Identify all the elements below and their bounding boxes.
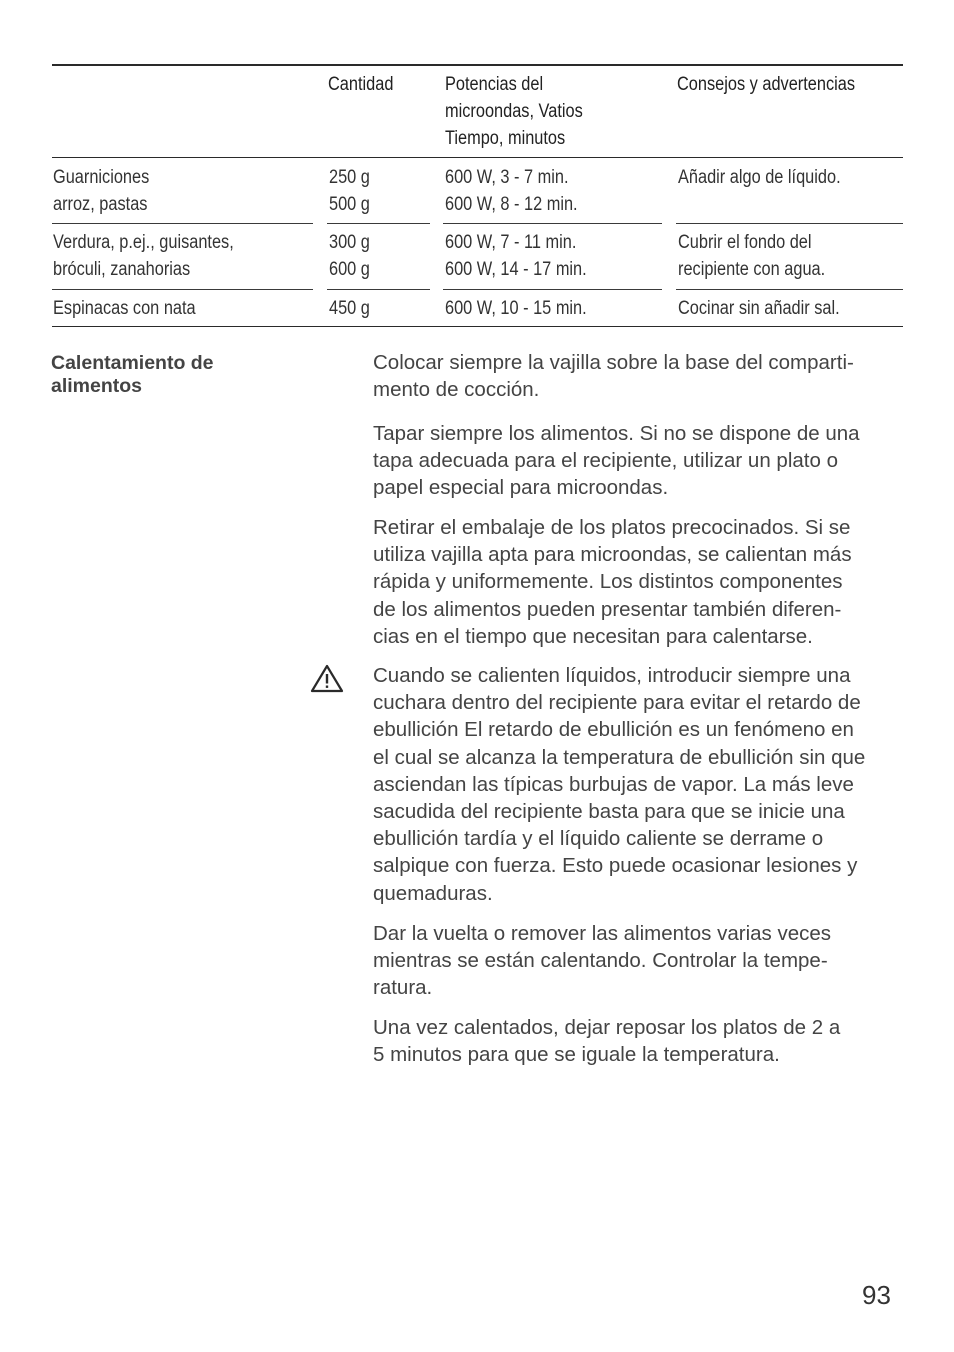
paragraph-6 bbox=[373, 1014, 903, 1068]
paragraph-4-line5: asciendan las típicas burbujas de vapor. La más leve bbox=[373, 772, 854, 796]
paragraph-4-line8: salpique con fuerza. Esto puede ocasionar lesiones y bbox=[373, 854, 858, 878]
table-bottom-rule bbox=[52, 326, 903, 327]
header-potencias-line3: Tiempo, minutos bbox=[445, 128, 566, 149]
section-heading-line2: alimentos bbox=[51, 375, 143, 397]
row2-divider-food bbox=[52, 289, 313, 290]
row1-qty-line1: 250 g bbox=[329, 167, 370, 188]
row2-divider-power bbox=[443, 289, 662, 290]
row1-food-line2: arroz, pastas bbox=[53, 194, 148, 215]
paragraph-4-line1: Cuando se calienten líquidos, introducir siempre una bbox=[373, 664, 851, 687]
row3-power-line1: 600 W, 10 - 15 min. bbox=[445, 298, 587, 319]
paragraph-3-line2: utiliza vajilla apta para microondas, se calientan más bbox=[373, 543, 852, 567]
section-heading-line1: Calentamiento de bbox=[51, 352, 214, 374]
paragraph-5-line1: Dar la vuelta o remover las alimentos varias veces bbox=[373, 922, 832, 945]
paragraph-4-line2: cuchara dentro del recipiente para evitar el retardo de bbox=[373, 691, 861, 715]
row2-food-line1: Verdura, p.ej., guisantes, bbox=[53, 232, 234, 253]
row3-tip-line1: Cocinar sin añadir sal. bbox=[678, 298, 840, 319]
paragraph-5 bbox=[373, 920, 903, 1002]
paragraph-6-line1: Una vez calentados, dejar reposar los platos de 2 a bbox=[373, 1016, 841, 1039]
row1-divider-power bbox=[443, 223, 662, 224]
row1-food-line1: Guarniciones bbox=[53, 167, 150, 188]
table-header-rule bbox=[52, 157, 903, 158]
row1-qty-line2: 500 g bbox=[329, 194, 370, 215]
row3-food-line1: Espinacas con nata bbox=[53, 298, 196, 319]
row2-divider-qty bbox=[327, 289, 430, 290]
paragraph-1 bbox=[373, 349, 903, 403]
row1-divider-qty bbox=[327, 223, 430, 224]
section-heading bbox=[51, 352, 214, 398]
paragraph-4-line3: ebullición El retardo de ebullición es un fenómeno en bbox=[373, 718, 854, 742]
row2-qty-line2: 600 g bbox=[329, 259, 370, 280]
paragraph-2-line3: papel especial para microondas. bbox=[373, 476, 669, 500]
row1-divider-food bbox=[52, 223, 313, 224]
paragraph-3-line5: cias en el tiempo que necesitan para calentarse. bbox=[373, 624, 813, 648]
table-top-rule bbox=[52, 64, 903, 66]
paragraph-2 bbox=[373, 420, 903, 502]
paragraph-6-line2: 5 minutos para que se iguale la temperatura. bbox=[373, 1043, 780, 1067]
row2-power-line2: 600 W, 14 - 17 min. bbox=[445, 259, 587, 280]
row1-power-line2: 600 W, 8 - 12 min. bbox=[445, 194, 578, 215]
row1-power-line1: 600 W, 3 - 7 min. bbox=[445, 167, 569, 188]
row2-food-line2: bróculi, zanahorias bbox=[53, 259, 191, 280]
header-consejos: Consejos y advertencias bbox=[677, 74, 856, 95]
paragraph-4-warning bbox=[373, 662, 903, 907]
row2-power-line1: 600 W, 7 - 11 min. bbox=[445, 232, 577, 253]
paragraph-1-line1: Colocar siempre la vajilla sobre la base del comparti- bbox=[373, 351, 854, 374]
paragraph-4-line7: ebullición tardía y el líquido caliente se derrame o bbox=[373, 827, 824, 851]
page-number: 93 bbox=[862, 1280, 891, 1310]
paragraph-4-line9: quemaduras. bbox=[373, 881, 493, 905]
paragraph-4-line6: sacudida del recipiente basta para que se inicie una bbox=[373, 800, 845, 824]
warning-triangle-icon bbox=[310, 664, 344, 694]
row3-qty-line1: 450 g bbox=[329, 298, 370, 319]
paragraph-4-line4: el cual se alcanza la temperatura de ebullición sin que bbox=[373, 745, 866, 769]
paragraph-3-line3: rápida y uniformemente. Los distintos componentes bbox=[373, 570, 843, 594]
header-potencias-line1: Potencias del bbox=[445, 74, 544, 95]
paragraph-1-line2: mento de cocción. bbox=[373, 378, 540, 402]
row2-tip-line2: recipiente con agua. bbox=[678, 259, 826, 280]
paragraph-3-line4: de los alimentos pueden presentar también diferen- bbox=[373, 597, 842, 621]
paragraph-3-line1: Retirar el embalaje de los platos precocinados. Si se bbox=[373, 516, 851, 539]
row2-tip-line1: Cubrir el fondo del bbox=[678, 232, 812, 253]
paragraph-3 bbox=[373, 514, 903, 650]
paragraph-2-line2: tapa adecuada para el recipiente, utilizar un plato o bbox=[373, 449, 838, 473]
row1-tip-line1: Añadir algo de líquido. bbox=[678, 167, 841, 188]
header-cantidad: Cantidad bbox=[328, 74, 394, 95]
row1-divider-tip bbox=[676, 223, 903, 224]
paragraph-5-line3: ratura. bbox=[373, 976, 433, 1000]
row2-divider-tip bbox=[676, 289, 903, 290]
paragraph-2-line1: Tapar siempre los alimentos. Si no se dispone de una bbox=[373, 422, 860, 445]
header-potencias-line2: microondas, Vatios bbox=[445, 101, 583, 122]
row2-qty-line1: 300 g bbox=[329, 232, 370, 253]
paragraph-5-line2: mientras se están calentando. Controlar la tempe- bbox=[373, 949, 828, 973]
